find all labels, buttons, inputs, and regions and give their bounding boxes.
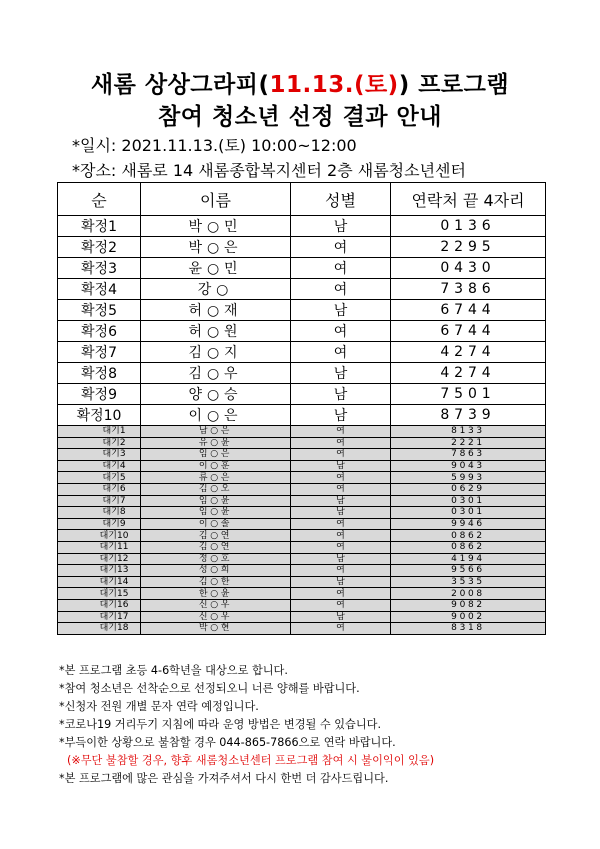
row-number: 확정2 — [58, 237, 141, 258]
row-phone: 4274 — [391, 342, 546, 363]
row-phone: 2008 — [391, 588, 546, 600]
row-gender: 여 — [291, 237, 391, 258]
waiting-row — [58, 576, 546, 588]
row-gender: 여 — [291, 530, 391, 542]
note-covid: *코로나19 거리두기 지침에 따라 운영 방법은 변경될 수 있습니다. — [59, 718, 382, 731]
confirmed-row — [58, 363, 546, 384]
note-thanks: *본 프로그램에 많은 관심을 가져주셔서 다시 한번 더 감사드립니다. — [59, 772, 389, 785]
row-phone: 0430 — [391, 258, 546, 279]
row-name: 김○연 — [141, 530, 291, 542]
row-name: 신○우 — [141, 611, 291, 623]
row-phone: 0862 — [391, 541, 546, 553]
row-name: 허○재 — [141, 300, 291, 321]
row-gender: 남 — [291, 553, 391, 565]
row-phone: 3535 — [391, 576, 546, 588]
confirmed-row — [58, 321, 546, 342]
title-prefix: 새롬 상상그라피( — [90, 72, 270, 98]
row-phone: 8133 — [391, 426, 546, 438]
row-number: 대기8 — [58, 507, 141, 519]
waiting-row — [58, 483, 546, 495]
row-gender: 남 — [291, 460, 391, 472]
confirmed-row — [58, 342, 546, 363]
row-phone: 9082 — [391, 599, 546, 611]
notes-section — [59, 662, 434, 788]
row-phone: 9043 — [391, 460, 546, 472]
waiting-row — [58, 518, 546, 530]
row-number: 대기3 — [58, 449, 141, 461]
row-gender: 여 — [291, 483, 391, 495]
row-number: 확정6 — [58, 321, 141, 342]
row-gender: 여 — [291, 623, 391, 635]
row-name: 김○한 — [141, 576, 291, 588]
row-name: 성○희 — [141, 565, 291, 577]
row-phone: 0301 — [391, 495, 546, 507]
row-phone: 5993 — [391, 472, 546, 484]
row-phone: 7386 — [391, 279, 546, 300]
row-name: 강○ — [141, 279, 291, 300]
row-phone: 7501 — [391, 384, 546, 405]
waiting-row — [58, 460, 546, 472]
row-phone: 7863 — [391, 449, 546, 461]
row-number: 대기14 — [58, 576, 141, 588]
row-number: 대기13 — [58, 565, 141, 577]
row-gender: 여 — [291, 449, 391, 461]
row-number: 대기4 — [58, 460, 141, 472]
note-warning: (※무단 불참할 경우, 향후 새롬청소년센터 프로그램 참여 시 불이익이 있음) — [67, 754, 435, 767]
waiting-row — [58, 449, 546, 461]
row-phone: 8739 — [391, 405, 546, 426]
row-number: 확정5 — [58, 300, 141, 321]
row-gender: 여 — [291, 541, 391, 553]
header-order: 순 — [58, 183, 141, 216]
header-gender: 성별 — [291, 183, 391, 216]
row-name: 김○지 — [141, 342, 291, 363]
row-name: 임○은 — [141, 449, 291, 461]
row-number: 대기15 — [58, 588, 141, 600]
waiting-row — [58, 599, 546, 611]
row-name: 남○은 — [141, 426, 291, 438]
row-phone: 0136 — [391, 216, 546, 237]
waiting-row — [58, 426, 546, 438]
row-number: 확정10 — [58, 405, 141, 426]
confirmed-row — [58, 216, 546, 237]
table-header-row — [58, 183, 546, 216]
waiting-row — [58, 495, 546, 507]
title-date: 11.13.(토) — [269, 72, 399, 98]
row-phone: 4274 — [391, 363, 546, 384]
confirmed-row — [58, 300, 546, 321]
row-phone: 8318 — [391, 623, 546, 635]
row-name: 양○승 — [141, 384, 291, 405]
title-suffix: ) 프로그램 — [398, 72, 510, 98]
row-phone: 2221 — [391, 437, 546, 449]
row-gender: 여 — [291, 426, 391, 438]
row-gender: 여 — [291, 258, 391, 279]
row-name: 이○은 — [141, 405, 291, 426]
row-number: 확정4 — [58, 279, 141, 300]
row-phone: 9566 — [391, 565, 546, 577]
row-gender: 여 — [291, 472, 391, 484]
row-gender: 여 — [291, 437, 391, 449]
page-title — [0, 66, 600, 99]
header-name: 이름 — [141, 183, 291, 216]
row-gender: 여 — [291, 279, 391, 300]
row-number: 대기17 — [58, 611, 141, 623]
row-number: 대기11 — [58, 541, 141, 553]
row-name: 이○솔 — [141, 518, 291, 530]
row-number: 대기1 — [58, 426, 141, 438]
row-gender: 남 — [291, 300, 391, 321]
waiting-row — [58, 472, 546, 484]
row-name: 박○현 — [141, 623, 291, 635]
row-gender: 남 — [291, 507, 391, 519]
confirmed-row — [58, 279, 546, 300]
row-gender: 여 — [291, 518, 391, 530]
waiting-row — [58, 553, 546, 565]
row-name: 김○연 — [141, 541, 291, 553]
row-name: 한○윤 — [141, 588, 291, 600]
waiting-row — [58, 623, 546, 635]
participant-table — [57, 182, 546, 635]
row-phone: 9946 — [391, 518, 546, 530]
row-phone: 6744 — [391, 321, 546, 342]
row-number: 대기18 — [58, 623, 141, 635]
row-phone: 6744 — [391, 300, 546, 321]
row-name: 이○훈 — [141, 460, 291, 472]
row-number: 확정7 — [58, 342, 141, 363]
row-name: 김○우 — [141, 363, 291, 384]
page-subtitle: 참여 청소년 선정 결과 안내 — [158, 104, 442, 130]
header-phone: 연락처 끝 4자리 — [391, 183, 546, 216]
waiting-row — [58, 530, 546, 542]
row-name: 임○윤 — [141, 507, 291, 519]
row-gender: 남 — [291, 576, 391, 588]
row-number: 대기10 — [58, 530, 141, 542]
row-number: 대기6 — [58, 483, 141, 495]
note-target: *본 프로그램 초등 4-6학년을 대상으로 합니다. — [59, 664, 288, 677]
row-name: 임○윤 — [141, 495, 291, 507]
confirmed-row — [58, 237, 546, 258]
row-gender: 남 — [291, 495, 391, 507]
row-number: 확정3 — [58, 258, 141, 279]
row-gender: 여 — [291, 565, 391, 577]
row-number: 대기7 — [58, 495, 141, 507]
row-name: 윤○민 — [141, 258, 291, 279]
row-gender: 여 — [291, 321, 391, 342]
confirmed-row — [58, 258, 546, 279]
waiting-row — [58, 541, 546, 553]
row-name: 정○호 — [141, 553, 291, 565]
row-number: 대기9 — [58, 518, 141, 530]
note-absence: *부득이한 상황으로 불참할 경우 044-865-7866으로 연락 바랍니다. — [59, 736, 396, 749]
waiting-row — [58, 565, 546, 577]
waiting-row — [58, 507, 546, 519]
row-gender: 남 — [291, 405, 391, 426]
row-name: 박○은 — [141, 237, 291, 258]
waiting-row — [58, 437, 546, 449]
note-contact: *신청자 전원 개별 문자 연락 예정입니다. — [59, 700, 259, 713]
row-name: 류○은 — [141, 472, 291, 484]
row-phone: 0301 — [391, 507, 546, 519]
event-place: *장소: 새롬로 14 새롬종합복지센터 2층 새롬청소년센터 — [72, 161, 466, 180]
row-name: 박○민 — [141, 216, 291, 237]
row-gender: 남 — [291, 216, 391, 237]
row-gender: 남 — [291, 611, 391, 623]
row-number: 대기12 — [58, 553, 141, 565]
waiting-row — [58, 611, 546, 623]
row-gender: 여 — [291, 588, 391, 600]
row-name: 유○윤 — [141, 437, 291, 449]
confirmed-row — [58, 384, 546, 405]
row-number: 확정9 — [58, 384, 141, 405]
row-number: 대기5 — [58, 472, 141, 484]
event-date: *일시: 2021.11.13.(토) 10:00~12:00 — [72, 136, 357, 155]
note-first-come: *참여 청소년은 선착순으로 선정되오니 너른 양해를 바랍니다. — [59, 682, 360, 695]
waiting-row — [58, 588, 546, 600]
row-phone: 0862 — [391, 530, 546, 542]
row-phone: 9002 — [391, 611, 546, 623]
row-phone: 0629 — [391, 483, 546, 495]
confirmed-row — [58, 405, 546, 426]
row-name: 허○원 — [141, 321, 291, 342]
row-number: 확정8 — [58, 363, 141, 384]
row-gender: 여 — [291, 342, 391, 363]
row-phone: 2295 — [391, 237, 546, 258]
table-body — [58, 216, 546, 635]
row-number: 대기2 — [58, 437, 141, 449]
row-gender: 여 — [291, 599, 391, 611]
row-number: 대기16 — [58, 599, 141, 611]
row-gender: 남 — [291, 384, 391, 405]
row-number: 확정1 — [58, 216, 141, 237]
row-name: 김○오 — [141, 483, 291, 495]
row-phone: 4194 — [391, 553, 546, 565]
row-gender: 남 — [291, 363, 391, 384]
row-name: 신○우 — [141, 599, 291, 611]
